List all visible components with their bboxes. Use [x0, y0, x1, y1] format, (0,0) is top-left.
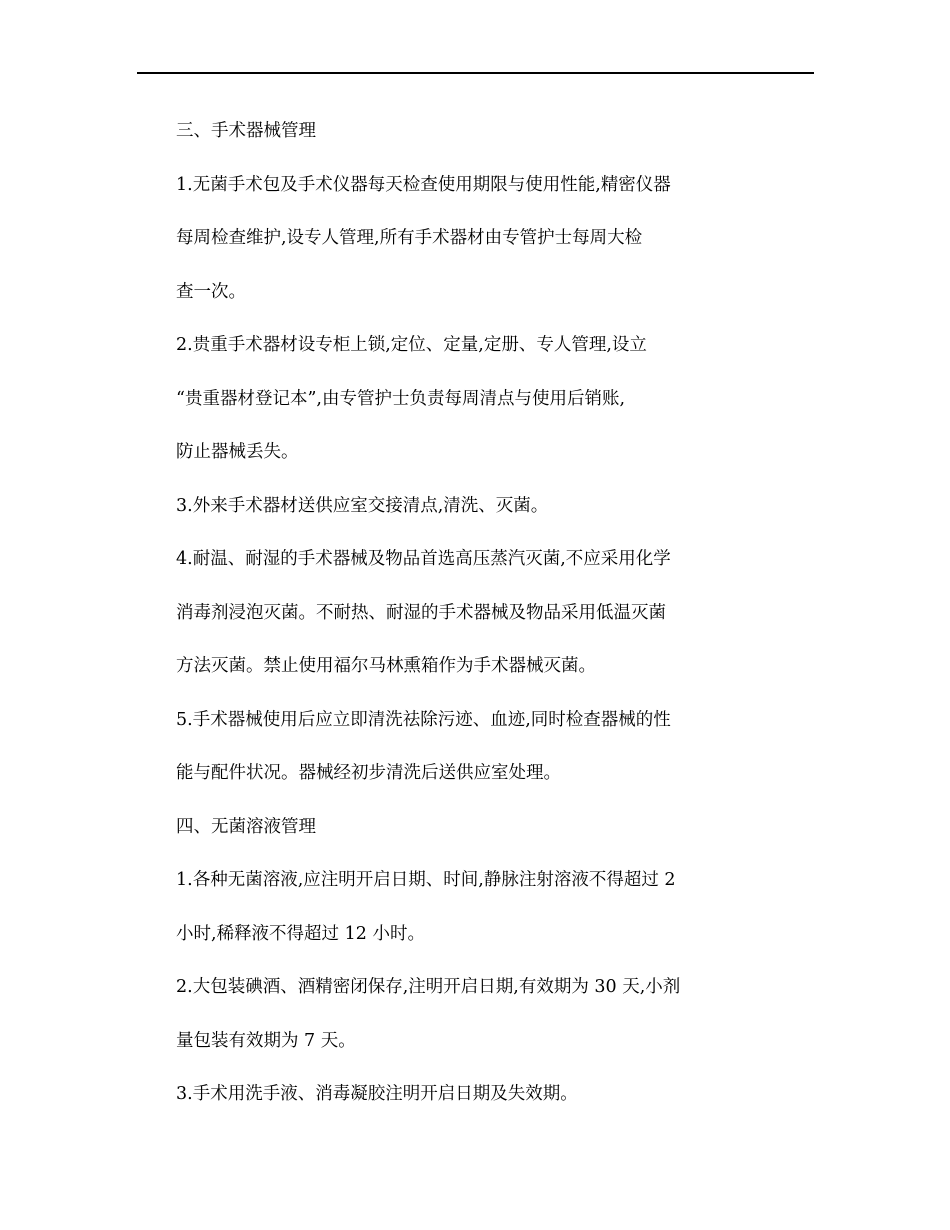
- paragraph-line: 1.无菌手术包及手术仪器每天检查使用期限与使用性能,精密仪器: [176, 174, 671, 195]
- paragraph-line: 2.大包装碘酒、酒精密闭保存,注明开启日期,有效期为 30 天,小剂: [176, 977, 681, 997]
- paragraph-line: 防止器械丢失。: [176, 442, 299, 462]
- paragraph-line: 3.外来手术器材送供应室交接清点,清洗、灭菌。: [176, 495, 549, 516]
- paragraph-line: 4.耐温、耐湿的手术器械及物品首选高压蒸汽灭菌,不应采用化学: [176, 549, 671, 569]
- paragraph-line: 方法灭菌。禁止使用福尔马林熏箱作为手术器械灭菌。: [176, 656, 596, 676]
- paragraph-line: 每周检查维护,设专人管理,所有手术器材由专管护士每周大检: [176, 228, 643, 248]
- paragraph-line: 3.手术用洗手液、消毒凝胶注明开启日期及失效期。: [176, 1084, 578, 1104]
- paragraph-line: 1.各种无菌溶液,应注明开启日期、时间,静脉注射溶液不得超过 2: [176, 870, 676, 890]
- paragraph-line: 量包装有效期为 7 天。: [176, 1030, 356, 1051]
- document-body: [176, 113, 716, 1130]
- section-heading-sterile-solution-management: 四、无菌溶液管理: [176, 816, 316, 837]
- paragraph-line: 5.手术器械使用后应立即清洗祛除污迹、血迹,同时检查器械的性: [176, 709, 671, 730]
- paragraph-line: 消毒剂浸泡灭菌。不耐热、耐湿的手术器械及物品采用低温灭菌: [176, 602, 666, 623]
- section-heading-instrument-management: 三、手术器械管理: [176, 121, 316, 141]
- header-rule: [137, 72, 814, 74]
- paragraph-line: 2.贵重手术器材设专柜上锁,定位、定量,定册、专人管理,设立: [176, 335, 647, 355]
- paragraph-line: 能与配件状况。器械经初步清洗后送供应室处理。: [176, 763, 561, 783]
- paragraph-line: “贵重器材登记本”,由专管护士负责每周清点与使用后销账,: [176, 388, 626, 409]
- paragraph-line: 小时,稀释液不得超过 12 小时。: [176, 923, 425, 944]
- paragraph-line: 查一次。: [176, 281, 246, 302]
